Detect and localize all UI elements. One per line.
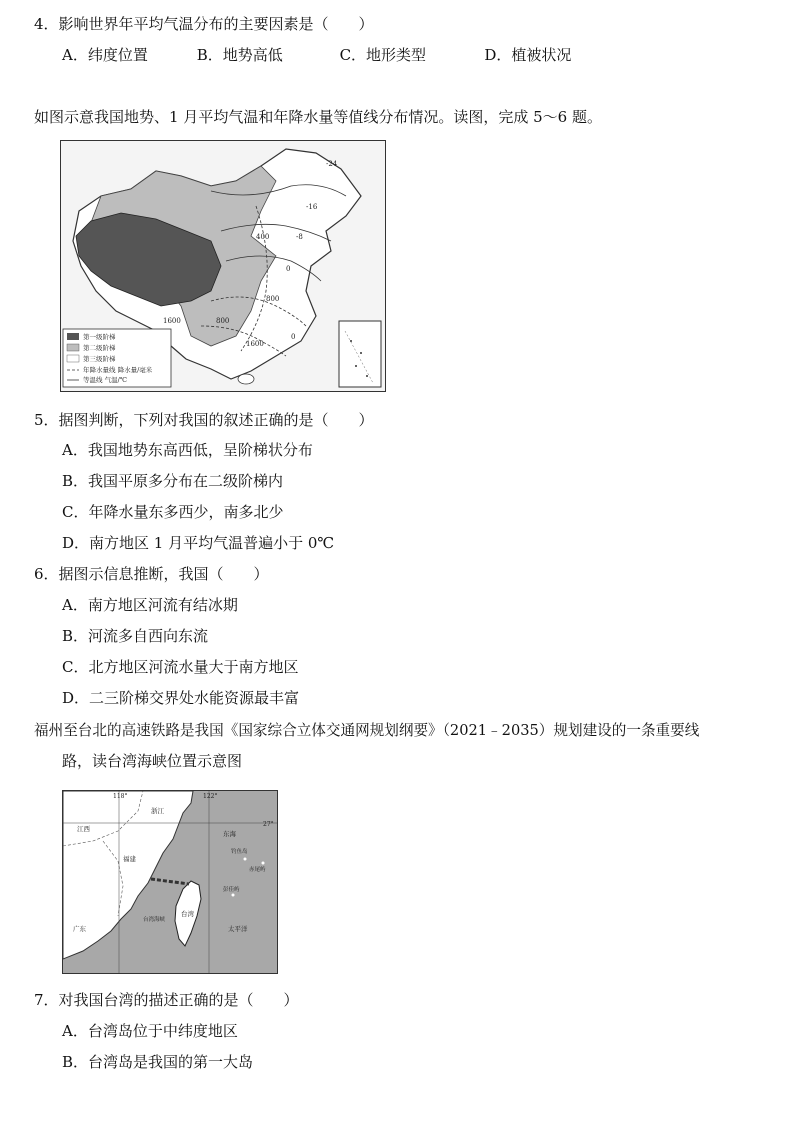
contour-label: 0 xyxy=(291,333,296,341)
place-zhejiang: 浙江 xyxy=(151,807,164,815)
q5-stem: 5．据图判断，下列对我国的叙述正确的是（ ） xyxy=(34,411,374,429)
place-chiwei: 赤尾屿 xyxy=(249,867,266,873)
intro-7-line2: 路，读台湾海峡位置示意图 xyxy=(62,752,243,770)
legend-precip-line: 年降水量线 降水量/毫米 xyxy=(83,366,153,374)
q5-option-c[interactable]: C．年降水量东多西少，南多北少 xyxy=(62,503,284,521)
q4-option-b[interactable]: B．地势高低 xyxy=(196,46,283,64)
q4-options xyxy=(62,45,571,65)
intro-7-line1: 福州至台北的高速铁路是我国《国家综合立体交通网规划纲要》（2021﹣2035）规划建设的一条重要线 xyxy=(34,722,700,739)
legend-isotherm: 等温线 气温/℃ xyxy=(83,376,128,384)
q6-option-a[interactable]: A．南方地区河流有结冰期 xyxy=(62,596,238,614)
place-east-china-sea: 东海 xyxy=(223,830,236,838)
q4-option-d[interactable]: D．植被状况 xyxy=(484,46,572,64)
place-pengjia: 彭佳屿 xyxy=(223,887,240,893)
q4-option-a[interactable]: A．纬度位置 xyxy=(62,46,148,64)
lon-label-118: 118° xyxy=(113,793,128,800)
place-taiwan: 台湾 xyxy=(181,910,194,918)
china-terrain-map xyxy=(60,140,386,392)
lon-label-122: 122° xyxy=(203,793,218,800)
contour-label: 800 xyxy=(266,295,280,303)
q6-option-c[interactable]: C．北方地区河流水量大于南方地区 xyxy=(62,658,299,676)
place-jiangxi: 江西 xyxy=(77,825,90,833)
contour-label: -16 xyxy=(306,203,318,211)
south-china-sea-inset xyxy=(339,321,381,387)
contour-label: 0 xyxy=(286,265,291,273)
q5-option-b[interactable]: B．我国平原多分布在二级阶梯内 xyxy=(62,472,284,490)
q7-option-b[interactable]: B．台湾岛是我国的第一大岛 xyxy=(62,1053,254,1071)
q4-option-c[interactable]: C．地形类型 xyxy=(339,46,427,64)
place-diaoyu: 钓鱼岛 xyxy=(231,849,248,855)
q7-stem: 7．对我国台湾的描述正确的是（ ） xyxy=(34,991,299,1009)
contour-label: 1600 xyxy=(246,340,264,348)
contour-label: 800 xyxy=(216,317,230,325)
q6-option-b[interactable]: B．河流多自西向东流 xyxy=(62,627,209,645)
q6-option-d[interactable]: D．二三阶梯交界处水能资源最丰富 xyxy=(62,689,300,707)
place-taiwan-strait: 台湾海峡 xyxy=(143,917,166,923)
q5-option-a[interactable]: A．我国地势东高西低，呈阶梯状分布 xyxy=(62,441,313,459)
taiwan-strait-map xyxy=(62,790,278,974)
q5-option-d[interactable]: D．南方地区 1 月平均气温普遍小于 0℃ xyxy=(62,534,335,552)
contour-label: -24 xyxy=(326,160,338,168)
place-guangdong: 广东 xyxy=(73,925,86,933)
place-pacific: 太平洋 xyxy=(228,925,248,933)
intro-5-6: 如图示意我国地势、1 月平均气温和年降水量等值线分布情况。读图，完成 5～6 题。 xyxy=(34,108,602,126)
contour-label: 400 xyxy=(256,233,270,241)
contour-label: 1600 xyxy=(163,317,181,325)
lat-label-27: 27° xyxy=(263,821,274,828)
legend-second-step: 第二级阶梯 xyxy=(83,344,116,352)
place-fujian: 福建 xyxy=(123,855,136,863)
q7-option-a[interactable]: A．台湾岛位于中纬度地区 xyxy=(62,1022,238,1040)
legend-third-step: 第三级阶梯 xyxy=(83,355,116,363)
q4-stem: 4．影响世界年平均气温分布的主要因素是（ ） xyxy=(34,15,374,33)
legend-first-step: 第一级阶梯 xyxy=(83,333,116,341)
contour-label: -8 xyxy=(296,233,303,241)
q6-stem: 6．据图示信息推断，我国（ ） xyxy=(34,565,269,583)
